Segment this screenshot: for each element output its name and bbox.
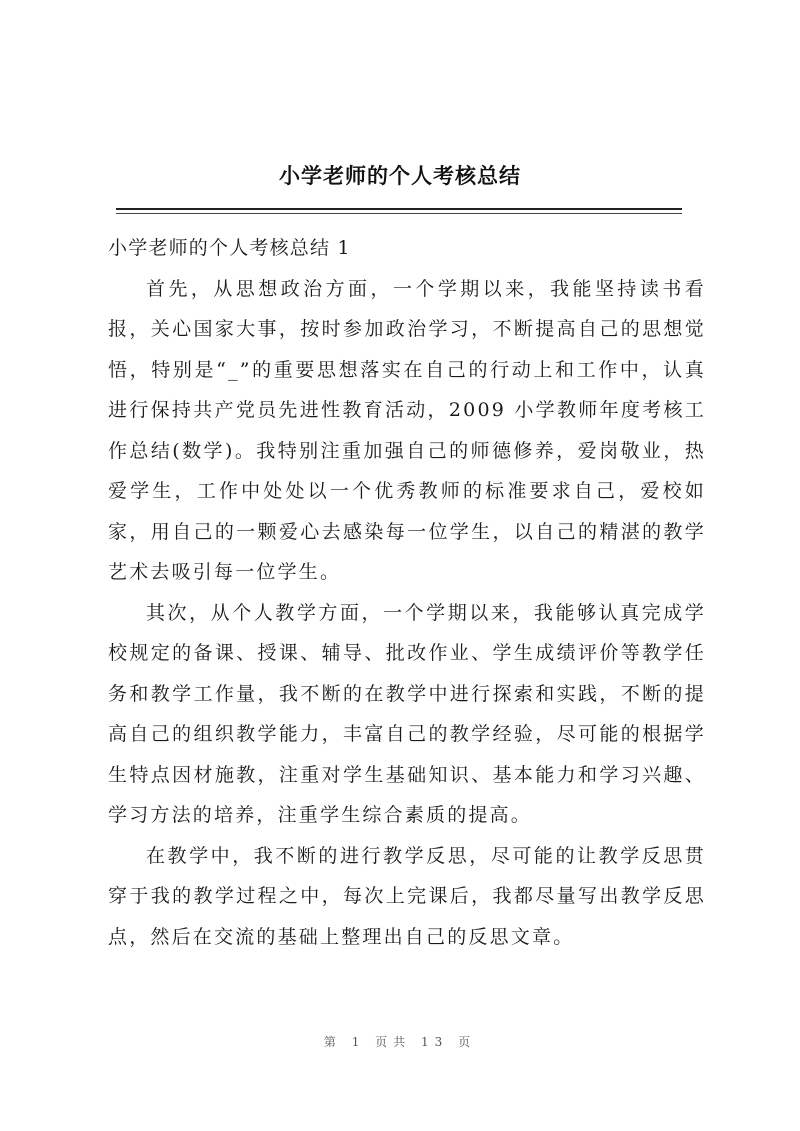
title-divider-thin [116, 213, 682, 214]
paragraph-1: 首先，从思想政治方面，一个学期以来，我能坚持读书看报，关心国家大事，按时参加政治学习，不断提高自己的思想觉悟，特别是“_”的重要思想落实在自己的行动上和工作中，认真进行保持共产党员先进性教育活动，2009 小学教师年度考核工作总结(数学)。我特别注重加强自己的师德修养，爱岗敬业，热爱学生，工作中处处以一个优秀教师的标准要求自己，爱校如家，用自己的一颗爱心去感染每一位学生，以自己的精湛的教学艺术去吸引每一位学生。 [108, 277, 706, 583]
paragraph-3: 在教学中，我不断的进行教学反思，尽可能的让教学反思贯穿于我的教学过程之中，每次上完课后，我都尽量写出教学反思点，然后在交流的基础上整理出自己的反思文章。 [108, 844, 706, 948]
page-title: 小学老师的个人考核总结 [279, 163, 521, 188]
title-divider [116, 208, 682, 210]
page-number-footer: 第 1 页共 13 页 [323, 1035, 477, 1049]
document-body [108, 228, 706, 957]
section-heading: 小学老师的个人考核总结 1 [108, 237, 351, 259]
paragraph-2: 其次，从个人教学方面，一个学期以来，我能够认真完成学校规定的备课、授课、辅导、批改作业、学生成绩评价等教学任务和教学工作量，我不断的在教学中进行探索和实践，不断的提高自己的组织教学能力，丰富自己的教学经验，尽可能的根据学生特点因材施教，注重对学生基础知识、基本能力和学习兴趣、学习方法的培养，注重学生综合素质的提高。 [108, 601, 706, 826]
